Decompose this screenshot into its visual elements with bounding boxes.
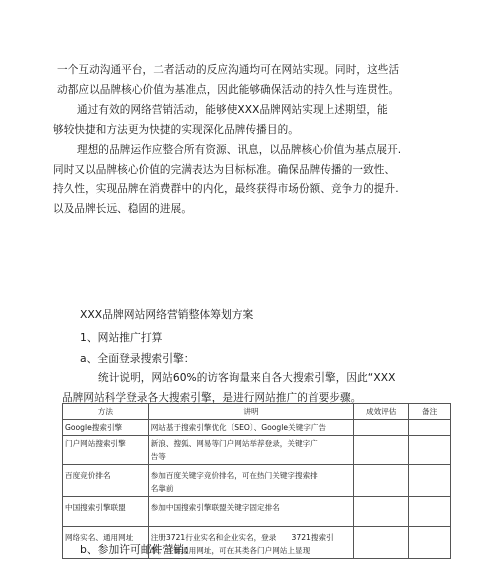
table-row (63, 436, 451, 465)
desc-cell (148, 497, 354, 527)
note-cell (409, 497, 451, 527)
paragraph-3 (53, 141, 418, 219)
desc-line: 名靠前 (150, 484, 174, 493)
note-cell (409, 436, 451, 465)
paragraph-line: 以及品牌长远、稳固的进展。 (53, 202, 193, 215)
plan-table (62, 403, 451, 559)
desc-line: 告等 (150, 452, 166, 461)
method-cell: 百度竞价排名 (63, 465, 149, 497)
desc-line: 参加百度关键字竞价排名，可在热门关键字搜索排 (150, 471, 318, 480)
method-cell: 门户网站搜索引擎 (63, 436, 149, 465)
note-cell (409, 420, 451, 436)
column-header: 方法 (63, 404, 149, 420)
desc-cell (148, 420, 354, 436)
paragraph-line: 品牌网站科学登录各大搜索引擎，是进行网站推广的首要步骤。 (62, 391, 362, 404)
paragraph-line: 一个互动沟通平台，二者活动的反应沟通均可在网站实现。同时，这些活 (57, 64, 400, 76)
paragraph-line: 持久性，实现品牌在消费群中的内化，最终获得市场份额、竞争力的提升. (53, 183, 399, 195)
desc-line: 擎；注册通用网址，可在其类各门户网站上显现 (150, 546, 311, 555)
desc-line: 新浪、搜狐、网易等门户网站举荐登录，关键字广 (150, 439, 318, 448)
paragraph-line: 通过有效的网络营销活动，能够使XXX品牌网站实现上述期望，能 (77, 104, 388, 116)
eval-cell (354, 497, 409, 527)
paragraph-line: 统计说明，网站60%的访客询量来自各大搜索引擎，因此“XXX (98, 372, 396, 384)
note-cell (409, 465, 451, 497)
table-row (63, 465, 451, 497)
subsection-heading: b、参加许可邮件营销： (80, 543, 195, 556)
eval-cell (354, 436, 409, 465)
paragraph-line: 动都应以品牌核心价值为基准点，因此能够确保活动的持久性与连贯性。 (57, 83, 400, 96)
desc-cell (148, 465, 354, 497)
desc-line: 网站基于搜索引擎优化〔SEO〕、Google关键字广告 (150, 423, 326, 432)
paragraph-line: 同时又以品牌核心价值的完满表达为目标标准。确保品牌传播的一致性、 (53, 163, 396, 176)
section-heading: 1、网站推广打算 (80, 331, 163, 344)
desc-line: 注册3721行业实名和企业实名，登录 3721搜索引 (150, 533, 334, 542)
eval-cell (354, 527, 409, 559)
column-header: 讲明 (148, 404, 354, 420)
desc-line: 参加中国搜索引擎联盟关键字固定排名 (150, 503, 280, 512)
table-row (63, 420, 451, 436)
method-cell: 网络实名、通用网址 (63, 527, 149, 559)
paragraph-2 (53, 101, 418, 140)
method-cell: 中国搜索引擎联盟 (63, 497, 149, 527)
eval-cell (354, 420, 409, 436)
subsection-heading: a、全面登录搜索引擎： (80, 352, 195, 365)
column-header: 成效评估 (354, 404, 409, 420)
table-header-row (63, 404, 451, 420)
method-cell: Google搜索引擎 (63, 420, 149, 436)
desc-cell (148, 436, 354, 465)
eval-cell (354, 465, 409, 497)
paragraph-line: 够较快捷和方法更为快捷的实现深化品牌传播目的。 (53, 123, 299, 136)
paragraph-line: 理想的品牌运作应整合所有资源、讯息，以品牌核心价值为基点展开. (77, 144, 402, 156)
note-cell (409, 527, 451, 559)
paragraph-1 (57, 61, 422, 100)
plan-title: XXX品牌网站网络营销整体筹划方案 (80, 308, 254, 321)
column-header: 备注 (409, 404, 451, 420)
table-row (63, 497, 451, 527)
